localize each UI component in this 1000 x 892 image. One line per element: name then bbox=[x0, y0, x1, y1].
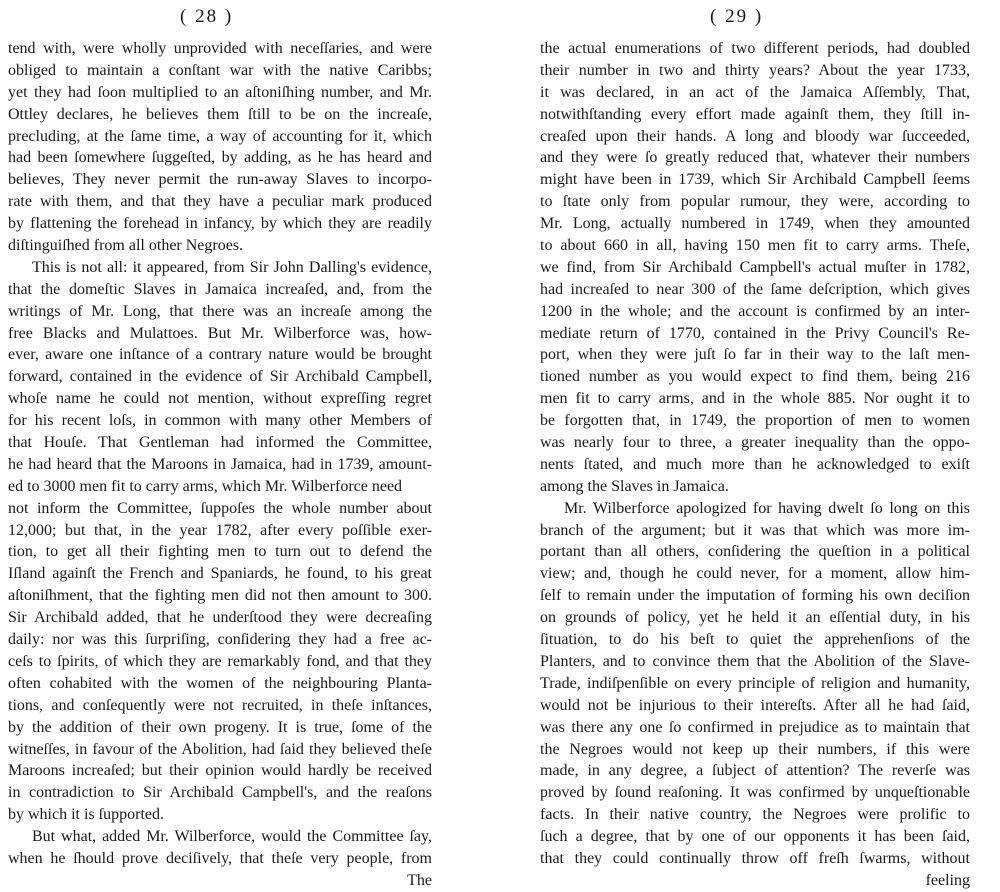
text-line: that Houſe. That Gentleman had informed the Committee, bbox=[8, 434, 432, 452]
text-line: had increaſed to near 300 of the ſame deſcription, which gives bbox=[540, 280, 970, 298]
text-line: was nearly four to three, a greater inequality than the oppo- bbox=[540, 434, 970, 452]
text-line: aſtoniſhment, that the fighting men did not then amount to 300. bbox=[8, 587, 432, 605]
text-line: Planters, and to convince them that the Abolition of the Slave- bbox=[540, 652, 970, 670]
text-line: often cohabited with the women of the neighbouring Planta- bbox=[8, 674, 432, 692]
text-line: we find, from Sir Archibald Campbell's actual muſter in 1782, bbox=[540, 258, 970, 276]
text-line: 1200 in the whole; and the account is confirmed by an inter- bbox=[540, 302, 970, 320]
text-line: believes, They never permit the run-away Slaves to incorpo- bbox=[8, 171, 432, 189]
page-number: ( 28 ) bbox=[180, 6, 234, 27]
text-line: whoſe name he could not mention, without expreſſing regret bbox=[8, 390, 432, 408]
text-line: would not be injurious to their intereſts. After all he had ſaid, bbox=[540, 696, 970, 714]
text-line: tioned number as you would expect to find them, being 216 bbox=[540, 368, 970, 386]
text-line: facts. In their native country, the Negroes were prolific to bbox=[540, 806, 970, 824]
text-line: Ottley declares, he believes them ſtill to be on the increaſe, bbox=[8, 105, 432, 123]
text-line: rate with them, and that they have a peculiar mark produced bbox=[8, 193, 432, 211]
text-line: This is not all: it appeared, from Sir John Dalling's evidence, bbox=[32, 258, 432, 276]
text-line: creaſed upon their hands. A long and bloody war ſucceeded, bbox=[540, 127, 970, 145]
text-line: obliged to maintain a conſtant war with the native Caribbs; bbox=[8, 61, 432, 79]
text-line: ed to 3000 men fit to carry arms, which Mr. Wilberforce need bbox=[8, 477, 403, 495]
text-line: daily: nor was this ſurpriſing, conſidering they had a free ac- bbox=[8, 631, 432, 649]
text-line: that they could continually throw off freſh ſwarms, without bbox=[540, 849, 970, 867]
text-line: Trade, indiſpenſible on every principle of religion and humanity, bbox=[540, 674, 970, 692]
text-line: by flattening the forehead in infancy, by which they are readily bbox=[8, 215, 432, 233]
text-line: and they were ſo greatly reduced that, whatever their numbers bbox=[540, 149, 970, 167]
text-line: tion, to get all their fighting men to turn out to defend the bbox=[8, 543, 432, 561]
text-line: be forgotten that, in 1749, the proportion of men to women bbox=[540, 412, 970, 430]
text-line: ſituation, to do his beſt to quiet the apprehenſions of the bbox=[540, 631, 970, 649]
text-line: diſtinguiſhed from all other Negroes. bbox=[8, 237, 244, 255]
text-line: men fit to carry arms, and in the whole 885. Nor ought it to bbox=[540, 390, 970, 408]
text-line: the actual enumerations of two different periods, had doubled bbox=[540, 40, 970, 57]
right-page bbox=[500, 0, 1000, 889]
text-column bbox=[540, 38, 970, 892]
text-line: notwithſtanding every effort made againſt them, they ſtill in- bbox=[540, 105, 970, 123]
text-column bbox=[8, 38, 432, 892]
catchword: The bbox=[407, 871, 432, 889]
text-line: among the Slaves in Jamaica. bbox=[540, 477, 729, 495]
text-line: the Negroes would not keep up their numbers, if this were bbox=[540, 740, 970, 758]
text-line: forward, contained in the evidence of Sir Archibald Campbell, bbox=[8, 368, 432, 386]
text-line: Sir Archibald added, that he underſtood they were decreaſing bbox=[8, 609, 432, 627]
text-line: to about 660 in all, having 150 men fit to carry arms. Theſe, bbox=[540, 237, 970, 255]
text-line: ever, aware one inſtance of a contrary nature would be brought bbox=[8, 346, 432, 364]
text-line: witneſſes, in favour of the Abolition, had ſaid they believed theſe bbox=[8, 740, 432, 758]
text-line: by the addition of their own progeny. It is true, ſome of the bbox=[8, 718, 432, 736]
text-line: might have been in 1739, which Sir Archibald Campbell ſeems bbox=[540, 171, 970, 189]
left-page bbox=[0, 0, 500, 889]
text-line: yet they had ſoon multiplied to an aſtoniſhing number, and Mr. bbox=[8, 83, 432, 101]
text-line: was there any one ſo confirmed in prejudice as to maintain that bbox=[540, 718, 970, 736]
text-line: writings of Mr. Long, that there was an increaſe among the bbox=[8, 302, 432, 320]
text-line: Iſland againſt the French and Spaniards, he found, to his great bbox=[8, 565, 432, 583]
text-line: nents ſtated, and much more than he acknowledged to exiſt bbox=[540, 455, 970, 473]
text-line: ceſs to ſpirits, of which they are remarkably fond, and that they bbox=[8, 652, 432, 670]
text-line: he had heard that the Maroons in Jamaica, had in 1739, amount- bbox=[8, 455, 432, 473]
text-line: in contradiction to Sir Archibald Campbell's, and the reaſons bbox=[8, 784, 432, 802]
text-line: made, in any degree, a ſubject of attention? The reverſe was bbox=[540, 762, 970, 780]
text-line: ſelf to remain under the imputation of forming his own deciſion bbox=[540, 587, 970, 605]
text-line: proved by ſound reaſoning. It was confirmed by unqueſtionable bbox=[540, 784, 970, 802]
text-line: ſuch a degree, that by one of our opponents it has been ſaid, bbox=[540, 828, 970, 846]
text-line: by which it is ſupported. bbox=[8, 806, 164, 824]
text-line: it was declared, in an act of the Jamaica Aſſembly, That, bbox=[540, 83, 970, 101]
text-line: when he ſhould prove deciſively, that theſe very people, from bbox=[8, 849, 432, 867]
text-line: view; and, though he could never, for a moment, allow him- bbox=[540, 565, 970, 583]
text-line: on grounds of policy, yet he held it an eſſential duty, in his bbox=[540, 609, 970, 627]
text-line: had been ſomewhere ſuggeſted, by adding, as he has heard and bbox=[8, 149, 432, 167]
text-line: port, when they were juſt ſo far in their way to the laſt men- bbox=[540, 346, 970, 364]
text-line: Mr. Wilberforce apologized for having dwelt ſo long on this bbox=[564, 499, 970, 517]
text-line: Mr. Long, actually numbered in 1749, when they amounted bbox=[540, 215, 970, 233]
text-line: that the domeſtic Slaves in Jamaica increaſed, and, from the bbox=[8, 280, 432, 298]
text-line: tions, and conſequently were not recruited, in theſe inſtances, bbox=[8, 696, 432, 714]
text-line: not inform the Committee, ſuppoſes the whole number about bbox=[8, 499, 432, 517]
page-number: ( 29 ) bbox=[710, 6, 764, 27]
text-line: branch of the argument; but it was that which was more im- bbox=[540, 521, 970, 539]
text-line: mediate return of 1770, contained in the Privy Council's Re- bbox=[540, 324, 970, 342]
text-line: tend with, were wholly unprovided with neceſſaries, and were bbox=[8, 40, 432, 57]
text-line: free Blacks and Mulattoes. But Mr. Wilberforce was, how- bbox=[8, 324, 432, 342]
text-line: to ſtate only from popular rumour, they were, according to bbox=[540, 193, 970, 211]
text-line: But what, added Mr. Wilberforce, would the Committee ſay, bbox=[32, 828, 432, 846]
text-line: 12,000; but that, in the year 1782, after every poſſible exer- bbox=[8, 521, 432, 539]
text-line: precluding, at the ſame time, a way of accounting for it, which bbox=[8, 127, 432, 145]
text-line: for his recent loſs, in common with many other Members of bbox=[8, 412, 432, 430]
catchword: feeling bbox=[925, 871, 970, 889]
text-line: their number in two and thirty years? About the year 1733, bbox=[540, 61, 970, 79]
text-line: portant than all others, conſidering the queſtion in a political bbox=[540, 543, 970, 561]
text-line: Maroons increaſed; but their opinion would hardly be received bbox=[8, 762, 432, 780]
